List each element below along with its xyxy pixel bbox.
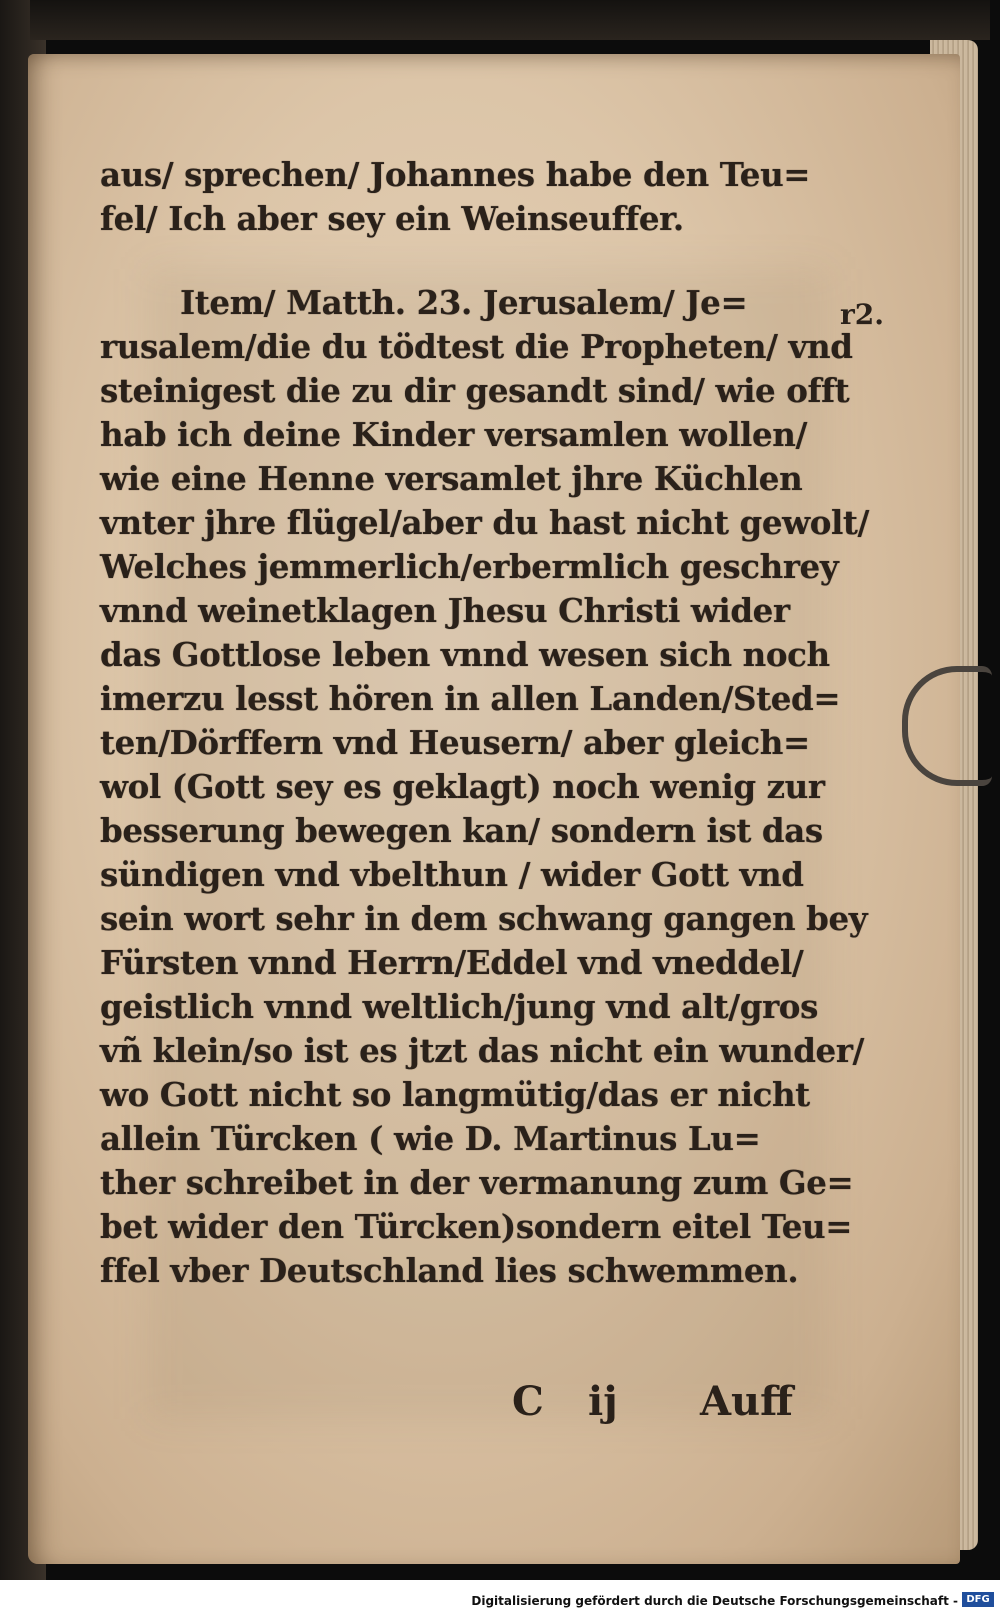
text-line: Fürsten vnnd Herrn/Eddel vnd vneddel/: [100, 943, 804, 982]
text-line: allein Türcken ( wie D. Martinus Lu=: [100, 1119, 761, 1158]
text-line: ten/Dörffern vnd Heusern/ aber gleich=: [100, 723, 810, 762]
text-line: aus/ sprechen/ Johannes habe den Teu=: [100, 155, 811, 194]
text-line: vnter jhre flügel/aber du hast nicht gewolt/: [100, 503, 870, 542]
dfg-logo: DFG: [962, 1592, 994, 1607]
page-clip: [902, 666, 992, 786]
text-line: wol (Gott sey es geklagt) noch wenig zur: [100, 767, 825, 806]
text-line: ffel vber Deutschland lies schwemmen.: [100, 1251, 799, 1290]
margin-note: r2.: [840, 298, 884, 331]
signature-number: ij: [588, 1378, 618, 1425]
text-line: fel/ Ich aber sey ein Weinseuffer.: [100, 199, 684, 238]
text-line: bet wider den Türcken)sondern eitel Teu=: [100, 1207, 853, 1246]
catchword: Auff: [700, 1378, 793, 1425]
text-line: Welches jemmerlich/erbermlich geschrey: [100, 547, 839, 586]
text-line: rusalem/die du tödtest die Propheten/ vnd: [100, 327, 853, 366]
text-line: steinigest die zu dir gesandt sind/ wie offt: [100, 371, 850, 410]
text-line: vñ klein/so ist es jtzt das nicht ein wunder/: [100, 1031, 865, 1070]
text-line: Item/ Matth. 23. Jerusalem/ Je=: [180, 283, 748, 322]
text-line: hab ich deine Kinder versamlen wollen/: [100, 415, 807, 454]
signature-mark: C: [512, 1378, 544, 1425]
text-line: besserung bewegen kan/ sondern ist das: [100, 811, 823, 850]
text-line: sein wort sehr in dem schwang gangen bey: [100, 899, 868, 938]
funding-credit: Digitalisierung gefördert durch die Deutsche Forschungsgemeinschaft -: [471, 1594, 958, 1608]
text-line: geistlich vnnd weltlich/jung vnd alt/gros: [100, 987, 818, 1026]
text-line: ther schreibet in der vermanung zum Ge=: [100, 1163, 854, 1202]
text-line: vnnd weinetklagen Jhesu Christi wider: [100, 591, 790, 630]
text-line: das Gottlose leben vnnd wesen sich noch: [100, 635, 830, 674]
book-cover-top: [30, 0, 990, 40]
text-line: wie eine Henne versamlet jhre Küchlen: [100, 459, 803, 498]
text-line: wo Gott nicht so langmütig/das er nicht: [100, 1075, 810, 1114]
text-line: sündigen vnd vbelthun / wider Gott vnd: [100, 855, 804, 894]
text-line: imerzu lesst hören in allen Landen/Sted=: [100, 679, 841, 718]
